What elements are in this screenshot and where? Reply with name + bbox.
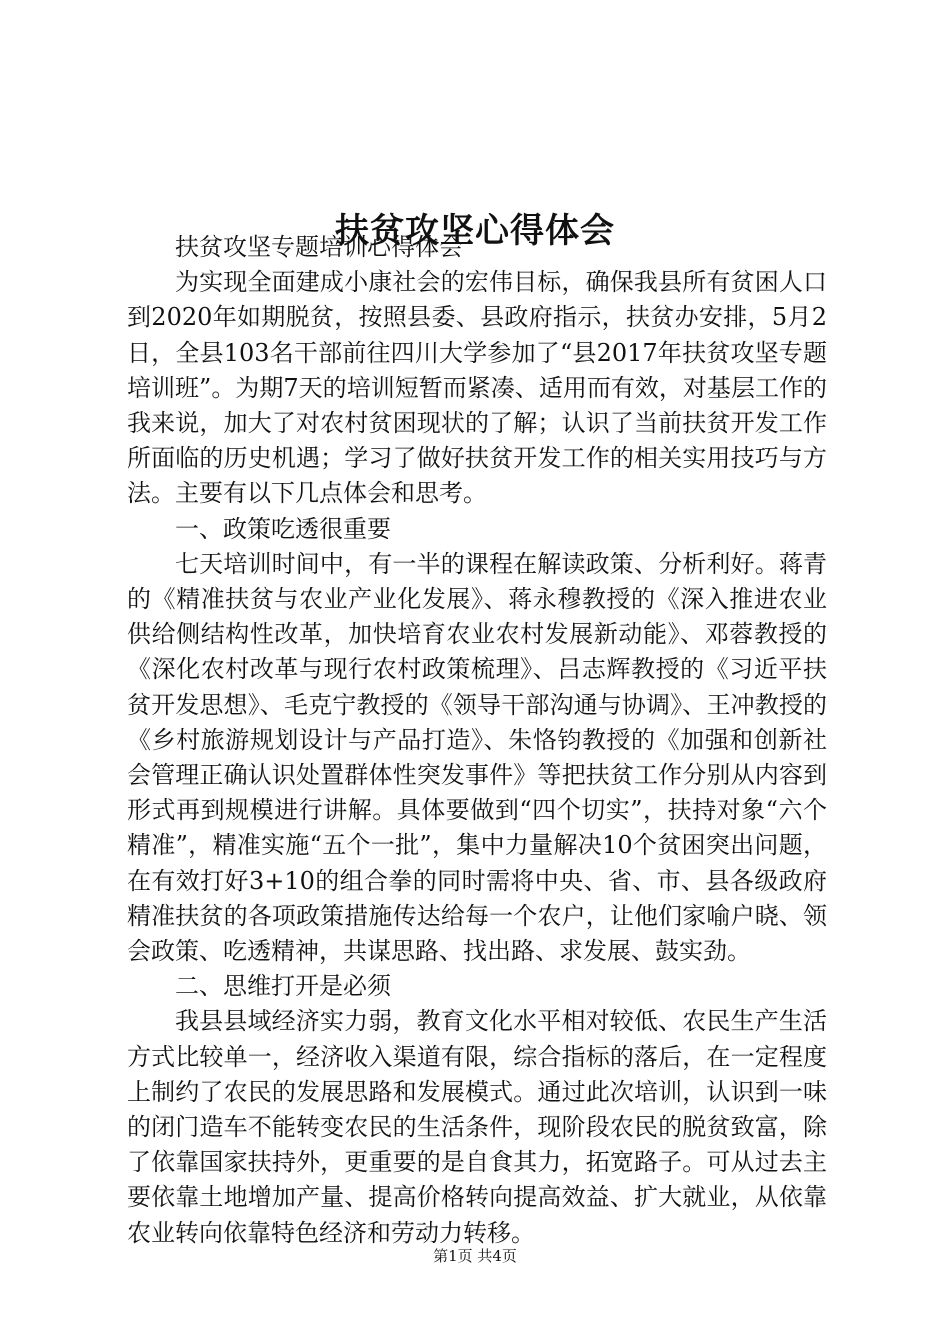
page-footer — [0, 1246, 950, 1266]
policy-paragraph: 七天培训时间中，有一半的课程在解读政策、分析利好。蒋青的《精准扶贫与农业产业化发展》、蒋永穆教授的《深入推进农业供给侧结构性改革，加快培育农业农村发展新动能》、邓蓉教授的《深化农村改革与现行农村政策梳理》、吕志辉教授的《习近平扶贫开发思想》、毛克宁教授的《领导干部沟通与协调》、王冲教授的《乡村旅游规划设计与产品打造》、朱恪钧教授的《加强和创新社会管理正确认识处置群体性突发事件》等把扶贫工作分别从内容到形式再到规模进行讲解。具体要做到“四个切实”，扶持对象“六个精准”，精准实施“五个一批”，集中力量解决10个贫困突出问题，在有效打好3+10的组合拳的同时需将中央、省、市、县各级政府精准扶贫的各项政策措施传达给每一个农户，让他们家喻户晓、领会政策、吃透精神，共谋思路、找出路、求发展、鼓实劲。 — [127, 549, 827, 966]
document-title: 扶贫攻坚心得体会 — [335, 210, 615, 251]
intro-paragraph: 为实现全面建成小康社会的宏伟目标，确保我县所有贫困人口到2020年如期脱贫，按照县委、县政府指示，扶贫办安排，5月2日，全县103名干部前往四川大学参加了“县2017年扶贫攻坚专题培训班”。为期7天的培训短暂而紧凑、适用而有效，对基层工作的我来说，加大了对农村贫困现状的了解；认识了当前扶贫开发工作所面临的历史机遇；学习了做好扶贫开发工作的相关实用技巧与方法。主要有以下几点体会和思考。 — [127, 268, 827, 508]
document-body — [127, 230, 827, 1251]
section-heading-thinking: 二、思维打开是必须 — [175, 972, 391, 1001]
section-heading-policy: 一、政策吃透很重要 — [175, 514, 391, 543]
page-indicator: 第1页 共4页 — [433, 1247, 517, 1265]
thinking-paragraph: 我县县域经济实力弱，教育文化水平相对较低、农民生产生活方式比较单一，经济收入渠道有限，综合指标的落后，在一定程度上制约了农民的发展思路和发展模式。通过此次培训，认识到一味的闭门造车不能转变农民的生活条件，现阶段农民的脱贫致富，除了依靠国家扶持外，更重要的是自食其力，拓宽路子。可从过去主要依靠土地增加产量、提高价格转向提高效益、扩大就业，从依靠农业转向依靠特色经济和劳动力转移。 — [127, 1007, 827, 1247]
subtitle-paragraph: 扶贫攻坚专题培训心得体会 — [175, 233, 463, 261]
